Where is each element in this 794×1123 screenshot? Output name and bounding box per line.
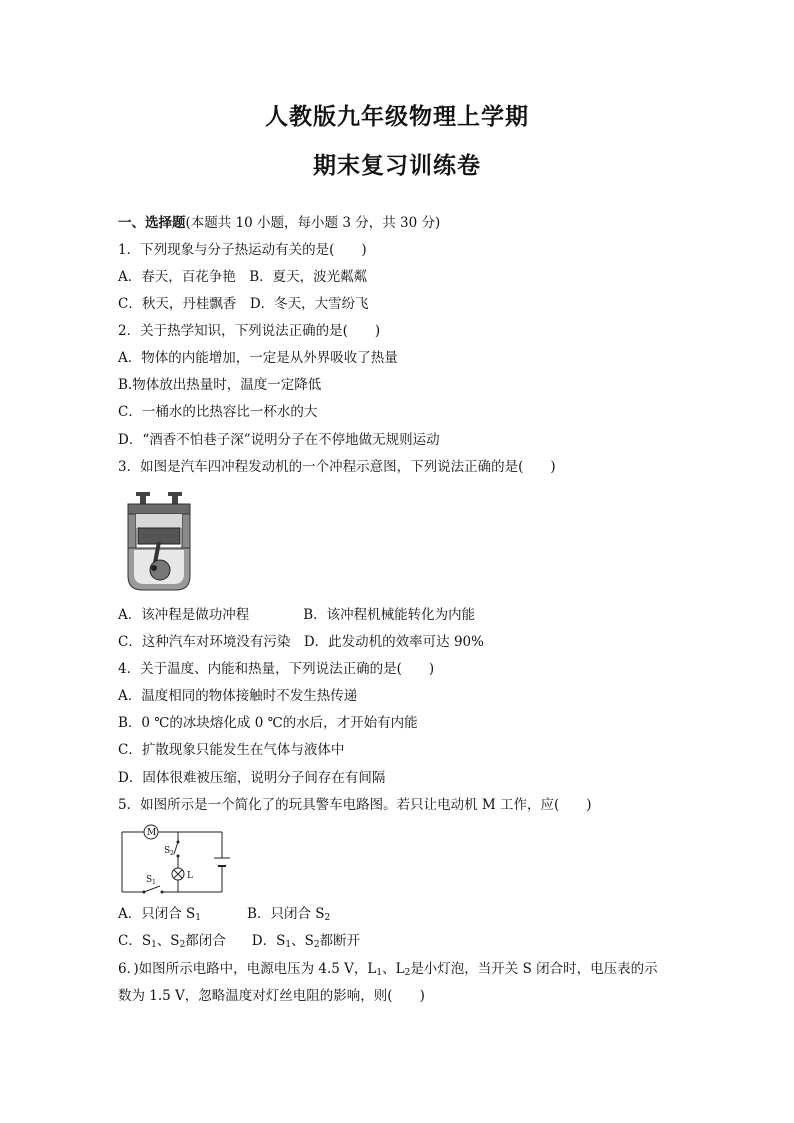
q6-sub1: 1 [376, 968, 383, 978]
q5-stem: 5．如图所示是一个简化了的玩具警车电路图。若只让电动机 M 工作，应( ) [118, 797, 592, 813]
q5-option-b: B．只闭合 S [247, 906, 325, 922]
q5-option-c-sub2: 2 [179, 940, 186, 950]
q4-option-d: D．固体很难被压缩，说明分子间存在有间隔 [118, 770, 386, 786]
q5-option-d-2: 、S [291, 933, 314, 949]
toy-car-circuit-figure [118, 822, 236, 898]
q3-options-ab: A．该冲程是做功冲程 B．该冲程机械能转化为内能 [118, 607, 476, 623]
q4-option-b: B．0 ℃的冰块熔化成 0 ℃的水后，才开始有内能 [118, 715, 418, 731]
section-desc: (本题共 10 小题，每小题 3 分，共 30 分) [185, 215, 441, 231]
q5-option-d-sub2: 2 [313, 940, 320, 950]
fig-s1-sub: 1 [152, 879, 156, 886]
fig-lamp-label: L [187, 871, 193, 881]
fig-s2-label: S [164, 846, 171, 856]
q4-option-a: A．温度相同的物体接触时不发生热传递 [118, 688, 358, 704]
q4-option-c: C．扩散现象只能发生在气体与液体中 [118, 742, 345, 758]
q2-option-a: A．物体的内能增加，一定是从外界吸收了热量 [118, 350, 398, 366]
fig-s2-sub: 2 [170, 850, 174, 857]
q6-stem-line1 [118, 960, 658, 982]
q5-option-c-2: 、S [156, 933, 180, 949]
q2-option-c: C．一桶水的比热容比一杯水的大 [118, 404, 318, 420]
q1-stem: 1．下列现象与分子热运动有关的是( ) [118, 242, 367, 258]
q1-options-ab: A．春天，百花争艳 B．夏天，波光粼粼 [118, 269, 368, 285]
q5-option-a-sub: 1 [195, 913, 202, 923]
q5-option-c-sub1: 1 [151, 940, 157, 950]
q6-line1-pre: 6．)如图所示电路中，电源电压为 4.5 V，L [118, 961, 377, 977]
q1-options-cd: C．秋天，丹桂飘香 D．冬天，大雪纷飞 [118, 296, 369, 312]
q6-stem-line2: 数为 1.5 V，忽略温度对灯丝电阻的影响，则( ) [118, 988, 425, 1004]
q3-options-cd: C．这种汽车对环境没有污染 D．此发动机的效率可达 90% [118, 634, 484, 650]
page-title: 人教版九年级物理上学期 [265, 103, 529, 130]
section-heading [118, 214, 440, 232]
q5-option-c-3: 都闭合 [185, 933, 226, 949]
q5-option-a: A．只闭合 S [118, 906, 196, 922]
q6-sub2: 2 [404, 968, 411, 978]
q5-options-ab [118, 905, 330, 927]
q5-options-cd [118, 932, 360, 954]
q5-option-d-3: 都断开 [319, 933, 361, 949]
q5-option-c-1: C．S [118, 933, 152, 949]
q4-stem: 4．关于温度、内能和热量，下列说法正确的是( ) [118, 661, 435, 677]
q6-line1-post: 是小灯泡，当开关 S 闭合时，电压表的示 [410, 961, 658, 977]
q5-option-d-1: D．S [251, 933, 286, 949]
q5-option-d-sub1: 1 [285, 940, 292, 950]
fig-s1-label: S [146, 875, 153, 885]
q5-option-b-sub: 2 [324, 913, 331, 923]
page-subtitle: 期末复习训练卷 [313, 152, 481, 179]
q6-line1-mid: 、L [382, 961, 405, 977]
engine-stroke-figure [120, 490, 198, 592]
q2-option-d: D．“酒香不怕巷子深”说明分子在不停地做无规则运动 [118, 432, 440, 448]
q2-option-b: B.物体放出热量时，温度一定降低 [118, 377, 322, 393]
q3-stem: 3．如图是汽车四冲程发动机的一个冲程示意图，下列说法正确的是( ) [118, 459, 556, 475]
q2-stem: 2．关于热学知识，下列说法正确的是( ) [118, 323, 381, 339]
section-label: 一、选择题 [118, 215, 186, 231]
fig-motor-label: M [147, 828, 157, 838]
